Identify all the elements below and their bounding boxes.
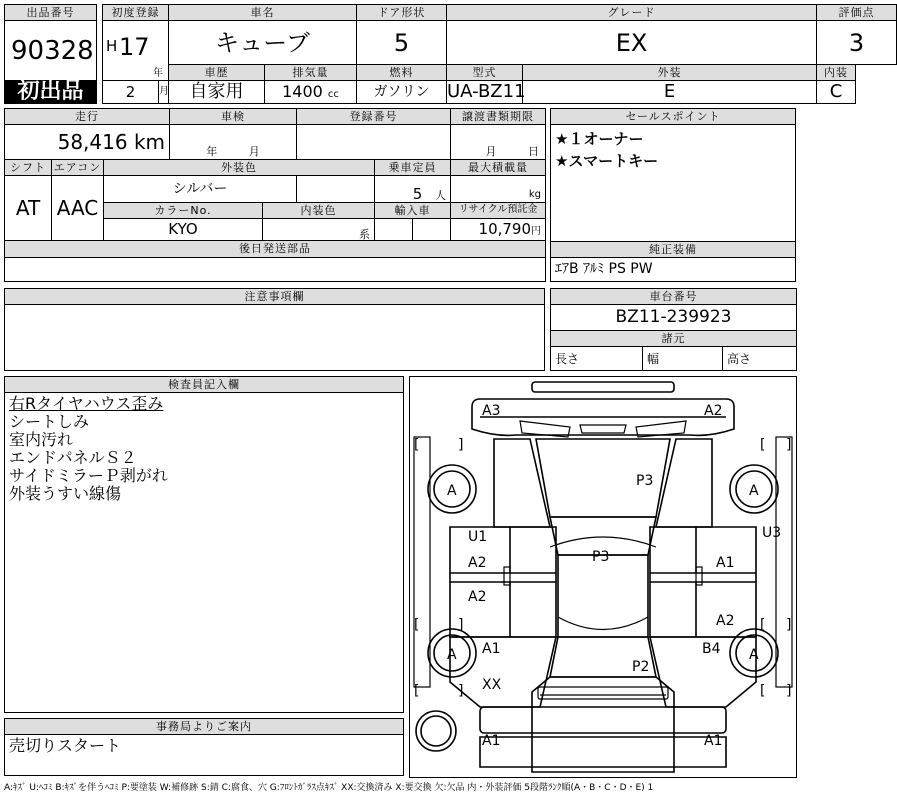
office-grid	[4, 718, 404, 776]
mark-a2-front-left-door: A2	[468, 555, 487, 571]
year-unit: 年	[153, 68, 163, 79]
capacity-cell	[375, 176, 451, 202]
lot-number: 90328	[5, 21, 97, 81]
interior-grade: C	[817, 81, 856, 104]
sales-point: ★１オーナー	[555, 130, 644, 149]
mileage: 58,416	[57, 130, 128, 155]
displacement: 1400	[282, 82, 323, 101]
score-label: 評価点	[817, 5, 897, 21]
inspector-grid	[4, 376, 404, 713]
transfer-deadline	[451, 125, 546, 160]
shift: AT	[5, 176, 52, 241]
mark-u3: U3	[762, 525, 782, 541]
recycle-fee: 10,790	[478, 220, 532, 239]
mileage-cell	[5, 125, 170, 160]
registration-number	[297, 125, 451, 160]
load-unit: kg	[528, 188, 542, 200]
first-listing-badge: 初出品	[5, 81, 97, 104]
aircon-label: エアコン	[52, 159, 104, 175]
mark-tire-rl: A	[447, 647, 457, 663]
bracket-close: ]	[786, 683, 792, 699]
registration-number-label: 登録番号	[297, 109, 451, 125]
mark-p2: P2	[632, 659, 650, 675]
capacity-unit: 人	[435, 188, 447, 202]
mark-u1: U1	[468, 529, 488, 545]
grade: EX	[447, 21, 817, 65]
office-notice: 売切りスタート	[5, 735, 404, 776]
equipment-label: 純正装備	[551, 241, 796, 257]
car-name-label: 車名	[169, 5, 357, 21]
color-number-label: カラーNo.	[104, 202, 263, 218]
era: H	[106, 37, 118, 55]
mark-a3: A3	[482, 403, 501, 419]
mark-p3-roof: P3	[592, 549, 610, 565]
bracket-close: ]	[458, 683, 464, 699]
equipment: ｴｱB ｱﾙﾐ PS PW	[551, 257, 796, 281]
recycle-label: リサイクル預託金	[451, 202, 546, 218]
mileage-label: 走行	[5, 109, 170, 125]
chassis-number: BZ11-239923	[551, 305, 797, 331]
sales-points	[551, 125, 796, 242]
exterior-label: 外装	[523, 65, 817, 81]
score: 3	[817, 21, 897, 65]
displacement-unit: cc	[327, 89, 339, 100]
recycle-unit: 円	[531, 226, 542, 238]
later-parts-label: 後日発送部品	[5, 241, 546, 257]
door-type-label: ドア形状	[357, 5, 447, 21]
later-parts-value	[5, 257, 546, 281]
inspection-year-unit: 年	[206, 144, 218, 158]
fuel-label: 燃料	[357, 65, 447, 81]
history: 自家用	[169, 81, 265, 104]
first-registration-label: 初度登録	[103, 5, 169, 21]
import-label: 輸入車	[375, 202, 451, 218]
sales-points-label: セールスポイント	[551, 109, 796, 125]
registration-year: 17	[119, 33, 150, 61]
shift-label: シフト	[5, 159, 52, 175]
mark-a1-bumper-left: A1	[482, 733, 501, 749]
interior-label: 内装	[817, 65, 856, 81]
capacity: 5	[412, 184, 423, 203]
inspector-remarks-label: 検査員記入欄	[5, 377, 404, 393]
height-label: 高さ	[723, 347, 797, 371]
inspection-label: 車検	[170, 109, 297, 125]
spec-grid	[4, 108, 546, 282]
lot-number-label: 出品番号	[5, 5, 97, 21]
mark-a1-rear-left: A1	[482, 641, 501, 657]
inspector-remarks	[5, 393, 404, 713]
notes-label: 注意事項欄	[5, 289, 545, 305]
grade-label: グレード	[447, 5, 817, 21]
displacement-label: 排気量	[265, 65, 357, 81]
recycle-fee-cell	[451, 218, 546, 240]
chassis-number-label: 車台番号	[551, 289, 797, 305]
remark-line: 右Rタイヤハウス歪み	[9, 394, 164, 413]
mark-a2-rear-left-door: A2	[468, 589, 487, 605]
inspection-value	[170, 125, 297, 160]
notes-grid	[4, 288, 545, 371]
bracket-open: [	[414, 437, 420, 453]
bracket-close: ]	[458, 617, 464, 633]
registration-month: 2	[103, 81, 159, 104]
interior-color-label: 内装色	[263, 202, 375, 218]
mark-a1-bumper-right: A1	[704, 733, 723, 749]
bracket-open: [	[760, 617, 766, 633]
remark-line: サイドミラーＰ剥がれ	[9, 466, 168, 485]
exterior-grade: E	[523, 81, 817, 104]
exterior-color-label: 外装色	[104, 159, 375, 175]
fuel: ガソリン	[357, 81, 447, 104]
bracket-open: [	[414, 683, 420, 699]
aircon: AAC	[52, 176, 104, 241]
interior-color-unit: 系	[359, 228, 371, 242]
mark-p3-hood: P3	[636, 473, 654, 489]
month-unit: 月	[159, 86, 169, 97]
history-label: 車歴	[169, 65, 265, 81]
bracket-close: ]	[786, 617, 792, 633]
mark-a2-rear-right-door: A2	[716, 613, 735, 629]
mark-xx: XX	[482, 677, 502, 693]
car-outline	[410, 377, 796, 777]
mark-a1-front-right-door: A1	[716, 555, 735, 571]
transfer-deadline-label: 譲渡書類期限	[451, 109, 546, 125]
exterior-color: シルバー	[104, 176, 297, 202]
bracket-close: ]	[458, 437, 464, 453]
notes-value	[5, 305, 545, 371]
color-number: KYO	[104, 218, 263, 240]
mark-tire-fr: A	[749, 483, 759, 499]
capacity-label: 乗車定員	[375, 159, 451, 175]
car-name: キューブ	[169, 21, 357, 65]
sales-point: ★スマートキー	[555, 152, 659, 171]
bracket-open: [	[760, 683, 766, 699]
damage-diagram	[409, 376, 797, 778]
length-label: 長さ	[551, 347, 643, 371]
max-load	[451, 176, 546, 202]
width-label: 幅	[643, 347, 723, 371]
remark-line: シートしみ	[9, 412, 90, 431]
remark-line: エンドパネルＳ２	[9, 448, 137, 467]
mark-tire-rr: A	[749, 647, 759, 663]
sales-grid	[550, 108, 796, 282]
model: UA-BZ11	[447, 81, 526, 102]
mark-b4: B4	[702, 641, 721, 657]
bracket-open: [	[760, 437, 766, 453]
remark-line: 室内汚れ	[9, 430, 74, 449]
specifications-label: 諸元	[551, 331, 797, 347]
displacement-cell	[265, 81, 357, 104]
legend: A:ｷｽﾞ U:ﾍｺﾐ B:ｷｽﾞを伴うﾍｺﾐ P:要塗装 W:補修跡 S:錆 C:腐食、穴 G:ﾌﾛﾝﾄｶﾞﾗｽ点ｷｽﾞ XX:交換済み X:要交換 欠:欠品 内・外装評価 5段階ﾗﾝｸ順(A・B・C・D・E) 1	[4, 783, 654, 793]
mark-a2-front-right: A2	[704, 403, 723, 419]
mileage-unit: km	[133, 130, 166, 155]
bracket-open: [	[414, 617, 420, 633]
inspection-month-unit: 月	[248, 144, 260, 158]
door-count: 5	[357, 21, 447, 65]
remark-line: 外装うすい線傷	[9, 484, 122, 503]
registration-year-cell	[103, 21, 169, 81]
header-grid	[4, 4, 897, 104]
mark-tire-fl: A	[447, 483, 457, 499]
transfer-day-unit: 日	[528, 144, 540, 158]
interior-color	[263, 218, 375, 240]
transfer-month-unit: 月	[485, 144, 497, 158]
office-notice-label: 事務局よりご案内	[5, 719, 404, 735]
model-label: 型式	[447, 65, 523, 81]
chassis-grid	[550, 288, 797, 371]
bracket-close: ]	[786, 437, 792, 453]
max-load-label: 最大積載量	[451, 159, 546, 175]
